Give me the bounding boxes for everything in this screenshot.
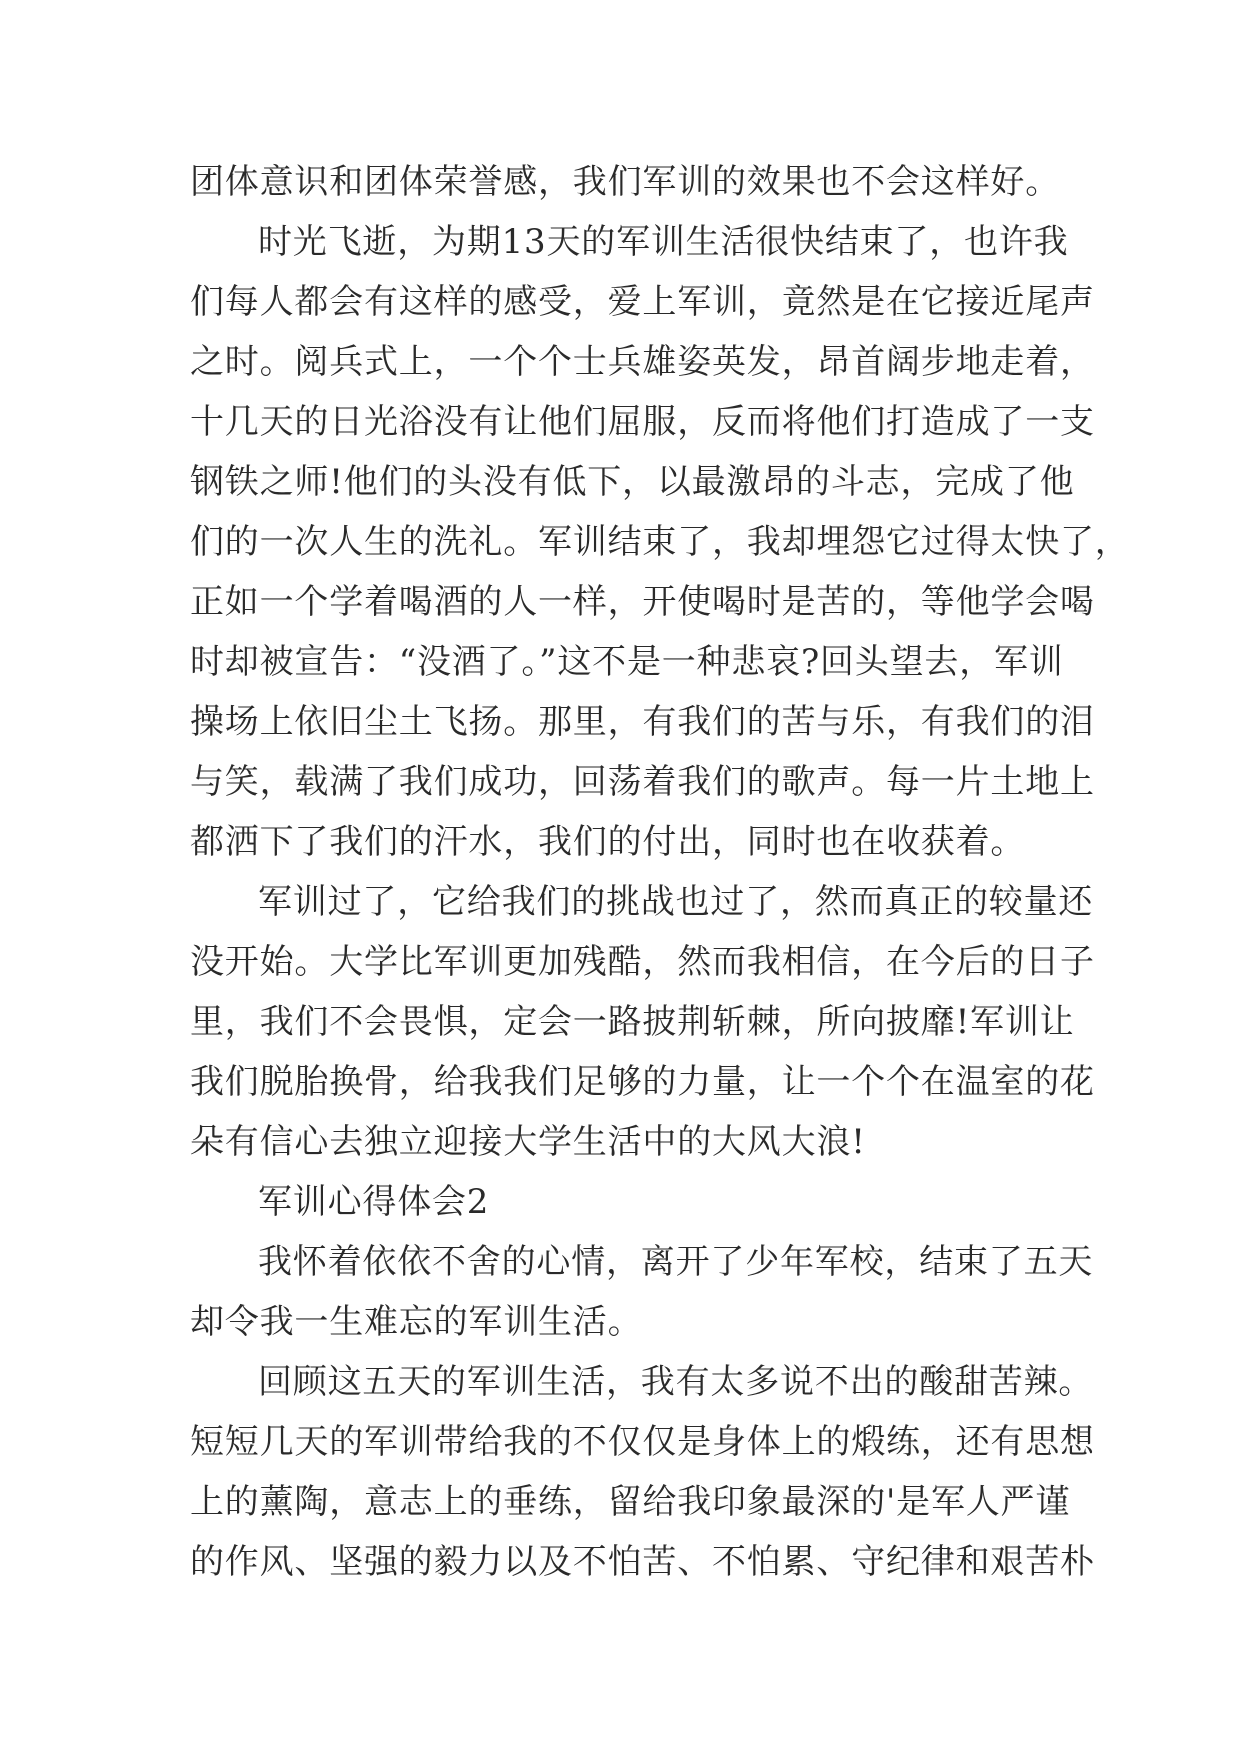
paragraph-line: 们的一次人生的洗礼。军训结束了，我却埋怨它过得太快了， <box>190 522 1130 562</box>
paragraph-line: 钢铁之师!他们的头没有低下，以最激昂的斗志，完成了他 <box>190 462 1075 502</box>
paragraph-line: 我们脱胎换骨，给我我们足够的力量，让一个个在温室的花 <box>190 1062 1095 1102</box>
paragraph-line: 之时。阅兵式上，一个个士兵雄姿英发，昂首阔步地走着， <box>190 342 1095 382</box>
paragraph-line: 回顾这五天的军训生活，我有太多说不出的酸甜苦辣。 <box>258 1362 1094 1402</box>
paragraph-line: 朵有信心去独立迎接大学生活中的大风大浪! <box>190 1122 866 1162</box>
paragraph-line: 与笑，载满了我们成功，回荡着我们的歌声。每一片土地上 <box>190 762 1095 802</box>
paragraph-line: 短短几天的军训带给我的不仅仅是身体上的煅练，还有思想 <box>190 1422 1095 1462</box>
paragraph-line: 们每人都会有这样的感受，爱上军训，竟然是在它接近尾声 <box>190 282 1095 322</box>
paragraph-line: 十几天的日光浴没有让他们屈服，反而将他们打造成了一支 <box>190 402 1095 442</box>
paragraph-line: 我怀着依依不舍的心情，离开了少年军校，结束了五天 <box>258 1242 1094 1282</box>
paragraph-line: 里，我们不会畏惧，定会一路披荆斩棘，所向披靡!军训让 <box>190 1002 1075 1042</box>
paragraph-line: 正如一个学着喝酒的人一样，开使喝时是苦的，等他学会喝 <box>190 582 1095 622</box>
paragraph-line: 没开始。大学比军训更加残酷，然而我相信，在今后的日子 <box>190 942 1095 982</box>
paragraph-line: 军训过了，它给我们的挑战也过了，然而真正的较量还 <box>258 882 1094 922</box>
paragraph-line: 操场上依旧尘土飞扬。那里，有我们的苦与乐，有我们的泪 <box>190 702 1095 742</box>
paragraph-line: 却令我一生难忘的军训生活。 <box>190 1302 643 1342</box>
paragraph-line: 上的薰陶，意志上的垂练，留给我印象最深的'是军人严谨 <box>190 1482 1071 1522</box>
paragraph-line: 时光飞逝，为期13天的军训生活很快结束了，也许我 <box>258 222 1069 262</box>
paragraph-line: 时却被宣告：“没酒了。”这不是一种悲哀?回头望去，军训 <box>190 642 1064 682</box>
paragraph-line: 都洒下了我们的汗水，我们的付出，同时也在收获着。 <box>190 822 1026 862</box>
section-heading: 军训心得体会2 <box>258 1182 490 1222</box>
paragraph-line: 团体意识和团体荣誉感，我们军训的效果也不会这样好。 <box>190 162 1060 202</box>
paragraph-line: 的作风、坚强的毅力以及不怕苦、不怕累、守纪律和艰苦朴 <box>190 1542 1095 1582</box>
